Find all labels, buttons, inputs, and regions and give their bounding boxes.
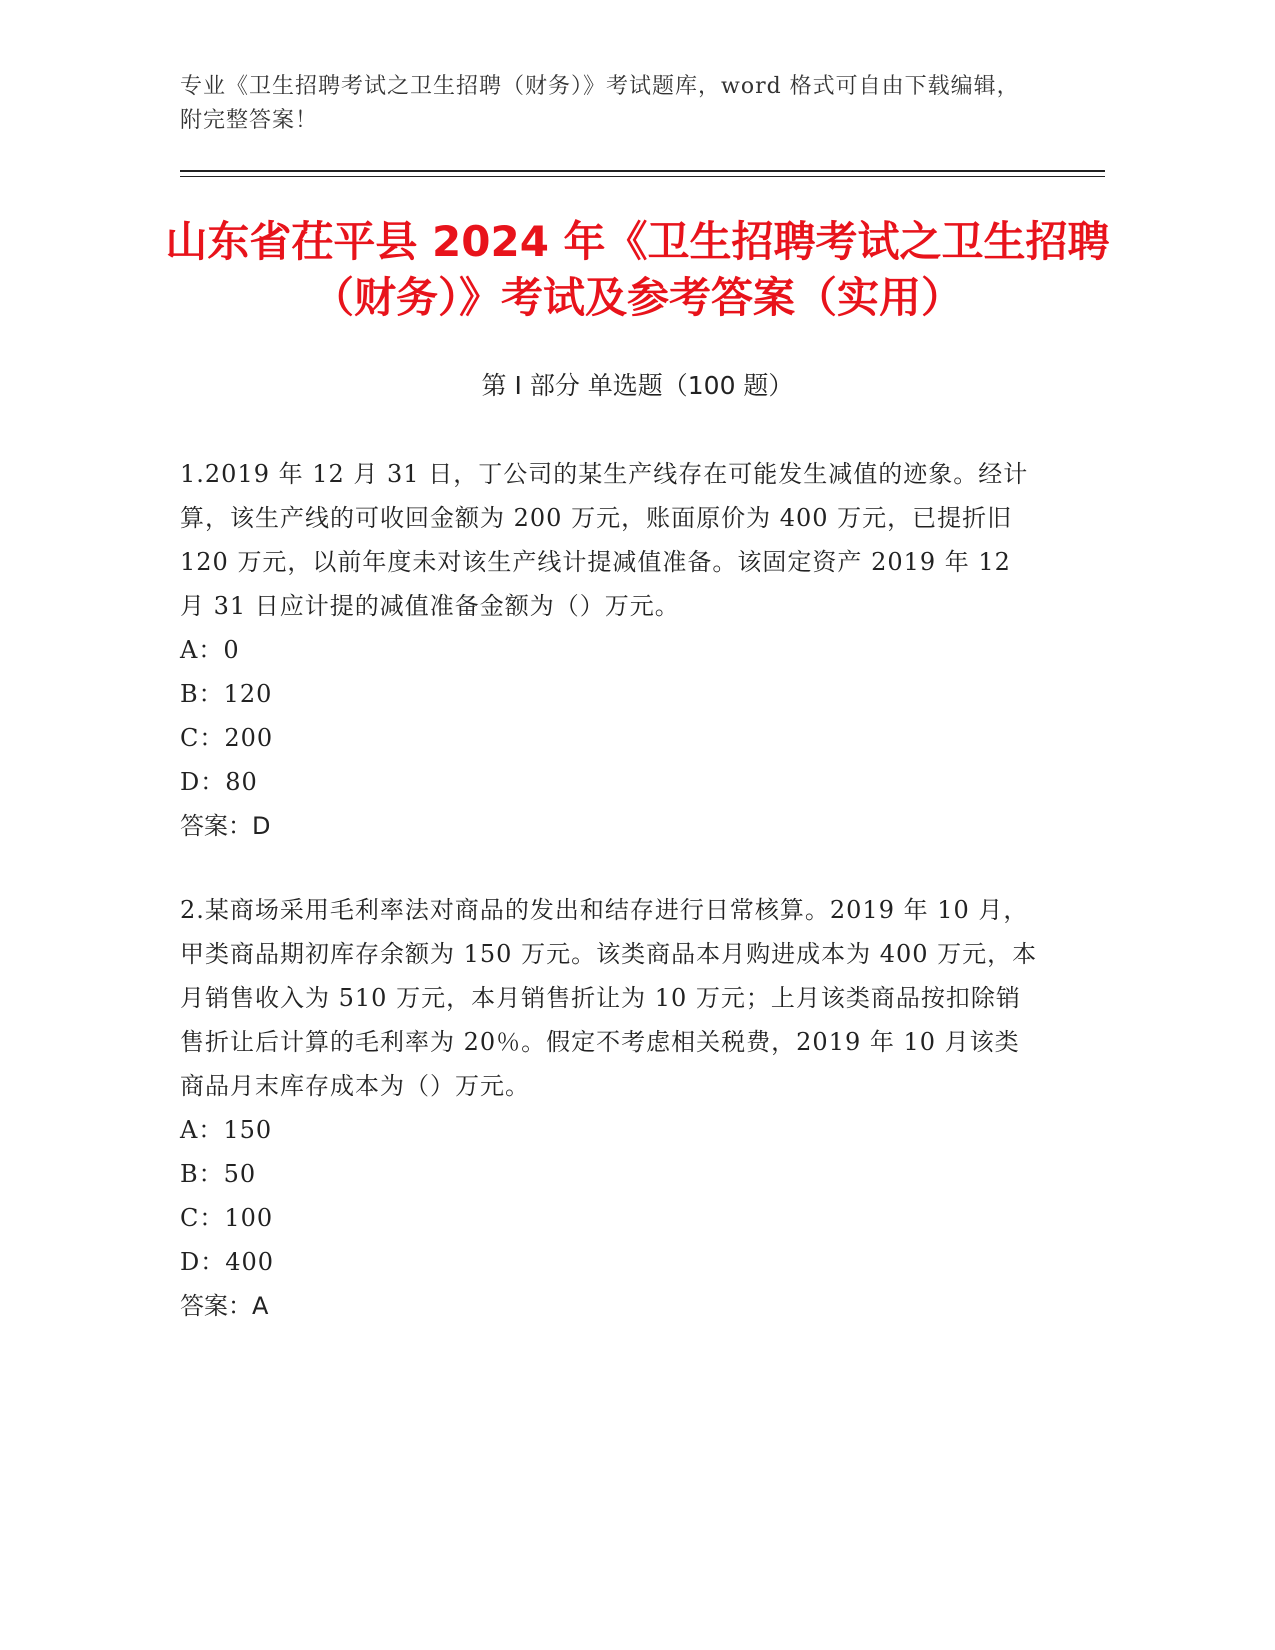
option-d: D：80 xyxy=(180,768,258,796)
option-d: D：400 xyxy=(180,1248,275,1276)
option-a: A：0 xyxy=(180,636,240,664)
question-2 xyxy=(180,888,1040,1328)
header-divider-thin xyxy=(180,176,1105,177)
option-b: B：50 xyxy=(180,1160,257,1188)
option-a: A：150 xyxy=(180,1116,273,1144)
header-note: 专业《卫生招聘考试之卫生招聘（财务）》考试题库，word 格式可自由下载编辑，附完整答案！ xyxy=(180,74,1020,133)
question-text: 1.2019 年 12 月 31 日，丁公司的某生产线存在可能发生减值的迹象。经计算，该生产线的可收回金额为 200 万元，账面原价为 400 万元，已提折旧 120 万元，以前年度未对该生产线计提减值准备。该固定资产 2019 年 12 月 31 日应计提的减值准备金额为（）万元。 xyxy=(180,460,1029,620)
section-title: 第 I 部分 单选题（100 题） xyxy=(481,371,794,400)
option-c: C：200 xyxy=(180,724,274,752)
answer: 答案：D xyxy=(180,812,271,840)
option-b: B：120 xyxy=(180,680,273,708)
question-text: 2.某商场采用毛利率法对商品的发出和结存进行日常核算。2019 年 10 月，甲类商品期初库存余额为 150 万元。该类商品本月购进成本为 400 万元，本月销售收入为 510 万元，本月销售折让为 10 万元；上月该类商品按扣除销售折让后计算的毛利率为 20％。假定不考虑相关税费，2019 年 10 月该类商品月末库存成本为（）万元。 xyxy=(180,896,1038,1100)
answer: 答案：A xyxy=(180,1292,269,1320)
header-divider-thick xyxy=(180,170,1105,172)
document-title: 山东省茌平县 2024 年《卫生招聘考试之卫生招聘（财务）》考试及参考答案（实用） xyxy=(165,217,1110,322)
question-1 xyxy=(180,452,1040,848)
option-c: C：100 xyxy=(180,1204,274,1232)
